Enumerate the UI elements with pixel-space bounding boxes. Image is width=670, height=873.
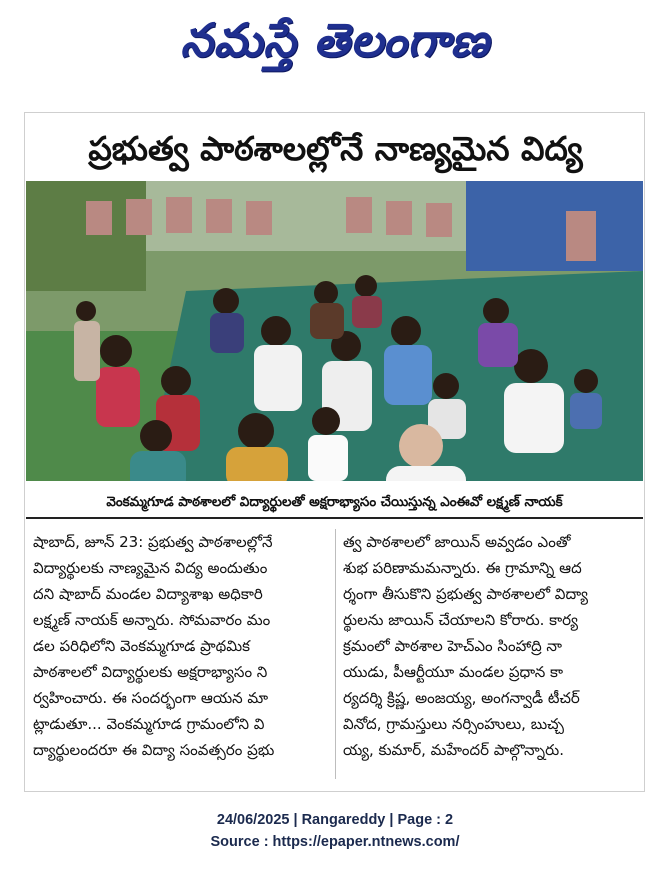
body-line: లక్ష్మణ్ నాయక్ అన్నారు. సోమవారం మం <box>33 611 271 629</box>
body-line: ర్యదర్శి క్రిష్ణ, అంజయ్య, అంగన్వాడీ టీచర్ <box>343 689 580 707</box>
body-line: యుడు, పీఆర్టీయూ మండల ప్రధాన కా <box>343 663 563 681</box>
classroom-photo-illustration <box>26 181 643 481</box>
body-line: వినోద, గ్రామస్తులు నర్సింహులు, బుచ్చ <box>343 715 564 733</box>
body-line: షాబాద్, జూన్ 23: ప్రభుత్వ పాఠశాలల్లోనే <box>33 533 273 551</box>
body-line: పాఠశాలలో విద్యార్థులకు అక్షరాభ్యాసం ని <box>33 663 268 681</box>
body-line: డల పరిధిలోని వెంకమ్మగూడ ప్రాథమిక <box>33 637 250 655</box>
body-line: య్య, కుమార్, మహేందర్ పాల్గొన్నారు. <box>343 741 564 759</box>
body-line: ర్థులను జాయిన్ చేయాలని కోరారు. కార్య <box>343 611 578 629</box>
article-body-left-column <box>33 529 327 785</box>
newspaper-masthead: నమస్తే తెలంగాణ <box>180 13 490 67</box>
column-divider <box>335 529 336 779</box>
body-line: ట్లాడుతూ... వెంకమ్మగూడ గ్రామంలోని వి <box>33 715 265 733</box>
publication-info: 24/06/2025 | Rangareddy | Page : 2 <box>216 812 454 828</box>
body-line: క్రమంలో పాఠశాల హెచ్ఎం సింహాద్రి నా <box>343 637 563 655</box>
body-line: ద్యార్థులందరూ ఈ విద్యా సంవత్సరం ప్రభు <box>33 741 275 759</box>
article-body-right-column <box>343 529 637 785</box>
body-line: ర్శంగా తీసుకొని ప్రభుత్వ పాఠశాలలో విద్యా <box>343 585 588 603</box>
body-line: విద్యార్థులకు నాణ్యమైన విద్య అందుతుం <box>33 559 268 577</box>
body-line: దని షాబాద్ మండల విద్యాశాఖ అధికారి <box>33 585 263 603</box>
news-clipping <box>24 112 645 792</box>
body-line: శుభ పరిణామమన్నారు. ఈ గ్రామాన్ని ఆద <box>343 559 582 577</box>
article-photo <box>26 181 643 481</box>
photo-caption: వెంకమ్మగూడ పాఠశాలలో విద్యార్థులతో అక్షరాభ్యాసం చేయిస్తున్న ఎంఈవో లక్ష్మణ్ నాయక్ <box>26 489 643 519</box>
body-line: త్వ పాఠశాలలో జాయిన్ అవ్వడం ఎంతో <box>343 533 571 551</box>
body-line: ర్వహించారు. ఈ సందర్భంగా ఆయన మా <box>33 689 269 707</box>
source-link[interactable]: Source : https://epaper.ntnews.com/ <box>210 834 460 850</box>
article-headline: ప్రభుత్వ పాఠశాలల్లోనే నాణ్యమైన విద్య <box>88 129 583 168</box>
